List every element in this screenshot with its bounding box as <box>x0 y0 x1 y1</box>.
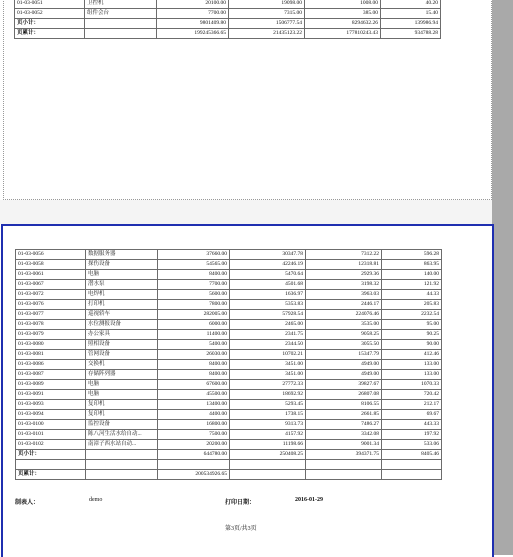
spacer-cell <box>158 460 230 470</box>
table-row <box>16 350 442 360</box>
asset-code-cell: 01-03-0078 <box>16 320 86 330</box>
net-value-cell: 15347.79 <box>306 350 382 360</box>
net-value-cell: 39827.67 <box>306 380 382 390</box>
asset-code-cell: 01-03-0094 <box>16 410 86 420</box>
cumulative-row <box>16 470 442 480</box>
cumulative-original-value: 199245366.65 <box>157 29 229 39</box>
subtotal-row <box>15 19 441 29</box>
net-value-cell: 224076.46 <box>306 310 382 320</box>
monthly-depreciation-cell: 443.33 <box>382 420 442 430</box>
monthly-depreciation-cell: 596.28 <box>382 250 442 260</box>
accumulated-depreciation-cell: 7315.00 <box>229 9 305 19</box>
accumulated-depreciation-cell: 5470.64 <box>230 270 306 280</box>
asset-code-cell: 01-03-0067 <box>16 280 86 290</box>
cumulative-net-value: 177810243.43 <box>305 29 381 39</box>
spacer-cell <box>382 460 442 470</box>
monthly-depreciation-cell: 2232.54 <box>382 310 442 320</box>
accumulated-depreciation-cell: 9313.73 <box>230 420 306 430</box>
monthly-depreciation-cell: 197.92 <box>382 430 442 440</box>
original-value-cell: 6000.00 <box>158 320 230 330</box>
asset-name-cell: 组件会台 <box>85 9 157 19</box>
cumulative-monthly-depreciation: 934788.28 <box>381 29 441 39</box>
accumulated-depreciation-cell: 3451.00 <box>230 370 306 380</box>
accumulated-depreciation-cell: 4501.68 <box>230 280 306 290</box>
table-row <box>16 290 442 300</box>
asset-name-cell: 复印机 <box>86 400 158 410</box>
original-value-cell: 4400.00 <box>158 410 230 420</box>
accumulated-depreciation-cell: 18692.92 <box>230 390 306 400</box>
table-row <box>16 410 442 420</box>
asset-name-cell: 电焊机 <box>86 290 158 300</box>
monthly-depreciation-cell: 133.00 <box>382 370 442 380</box>
asset-name-cell: 复印机 <box>86 410 158 420</box>
cumulative-monthly-depreciation <box>382 470 442 480</box>
asset-name-cell: 数据服务器 <box>86 250 158 260</box>
asset-name-cell: 打印机 <box>86 300 158 310</box>
original-value-cell: 45500.00 <box>158 390 230 400</box>
monthly-depreciation-cell: 212.17 <box>382 400 442 410</box>
asset-code-cell: 01-03-0056 <box>16 250 86 260</box>
asset-code-cell: 01-03-0089 <box>16 380 86 390</box>
cumulative-row <box>15 29 441 39</box>
table-row <box>16 300 442 310</box>
net-value-cell: 3963.03 <box>306 290 382 300</box>
net-value-cell: 8106.55 <box>306 400 382 410</box>
asset-code-cell: 01-03-0051 <box>15 0 85 9</box>
original-value-cell: 5600.00 <box>158 290 230 300</box>
asset-code-cell: 01-03-0100 <box>16 420 86 430</box>
table-row <box>15 9 441 19</box>
net-value-cell: 385.00 <box>305 9 381 19</box>
net-value-cell: 9001.34 <box>306 440 382 450</box>
asset-code-cell: 01-03-0072 <box>16 290 86 300</box>
monthly-depreciation-cell: 90.00 <box>382 340 442 350</box>
net-value-cell: 7486.27 <box>306 420 382 430</box>
table-row <box>16 370 442 380</box>
net-value-cell: 26807.08 <box>306 390 382 400</box>
net-value-cell: 2661.85 <box>306 410 382 420</box>
accumulated-depreciation-cell: 30347.78 <box>230 250 306 260</box>
table-row <box>16 360 442 370</box>
asset-name-cell: 交换机 <box>86 360 158 370</box>
table-row <box>15 0 441 9</box>
accumulated-depreciation-cell: 5293.45 <box>230 400 306 410</box>
monthly-depreciation-cell: 205.83 <box>382 300 442 310</box>
original-value-cell: 7800.00 <box>158 300 230 310</box>
monthly-depreciation-cell: 90.25 <box>382 330 442 340</box>
asset-code-cell: 01-03-0091 <box>16 390 86 400</box>
subtotal-accumulated-depreciation: 1506777.54 <box>229 19 305 29</box>
subtotal-original-value: 644780.00 <box>158 450 230 460</box>
asset-name-cell: 水位测报设备 <box>86 320 158 330</box>
monthly-depreciation-cell: 1070.33 <box>382 380 442 390</box>
asset-code-cell: 01-03-0077 <box>16 310 86 320</box>
asset-code-cell: 01-03-0093 <box>16 400 86 410</box>
accumulated-depreciation-cell: 2341.75 <box>230 330 306 340</box>
monthly-depreciation-cell: 720.42 <box>382 390 442 400</box>
monthly-depreciation-cell: 15.40 <box>381 9 441 19</box>
monthly-depreciation-cell: 69.67 <box>382 410 442 420</box>
accumulated-depreciation-cell: 2344.50 <box>230 340 306 350</box>
asset-code-cell: 01-03-0087 <box>16 370 86 380</box>
spacer-cell <box>16 460 86 470</box>
spacer-cell <box>306 460 382 470</box>
net-value-cell: 3342.08 <box>306 430 382 440</box>
monthly-depreciation-cell: 863.95 <box>382 260 442 270</box>
asset-code-cell: 01-03-0052 <box>15 9 85 19</box>
subtotal-monthly-depreciation: 139986.94 <box>381 19 441 29</box>
asset-name-cell: 巡视轿车 <box>86 310 158 320</box>
print-date-label: 打印日期： <box>225 500 256 506</box>
original-value-cell: 13400.00 <box>158 400 230 410</box>
monthly-depreciation-cell: 533.06 <box>382 440 442 450</box>
accumulated-depreciation-cell: 5353.83 <box>230 300 306 310</box>
cumulative-original-value: 200534926.65 <box>158 470 230 480</box>
net-value-cell: 2446.17 <box>306 300 382 310</box>
subtotal-net-value: 394371.75 <box>306 450 382 460</box>
asset-name-cell: 卫控机 <box>85 0 157 9</box>
asset-name-cell: 电脑 <box>86 270 158 280</box>
monthly-depreciation-cell: 121.92 <box>382 280 442 290</box>
page-gap <box>0 200 492 224</box>
table-row <box>16 380 442 390</box>
asset-name-cell: 南漳子西水站自动... <box>86 440 158 450</box>
original-value-cell: 26030.00 <box>158 350 230 360</box>
empty-cell <box>85 19 157 29</box>
asset-name-cell: 照相设备 <box>86 340 158 350</box>
table-row <box>16 270 442 280</box>
original-value-cell: 20100.00 <box>157 0 229 9</box>
original-value-cell: 67600.00 <box>158 380 230 390</box>
asset-name-cell: 管网设备 <box>86 350 158 360</box>
original-value-cell: 7700.00 <box>158 280 230 290</box>
table-row <box>16 330 442 340</box>
spacer-cell <box>86 460 158 470</box>
asset-name-cell: 存储阵列器 <box>86 370 158 380</box>
table-row <box>16 400 442 410</box>
accumulated-depreciation-cell: 27772.33 <box>230 380 306 390</box>
accumulated-depreciation-cell: 57928.54 <box>230 310 306 320</box>
original-value-cell: 37660.00 <box>158 250 230 260</box>
accumulated-depreciation-cell: 42246.19 <box>230 260 306 270</box>
print-date-value: 2016-01-29 <box>295 497 323 503</box>
net-value-cell: 7312.22 <box>306 250 382 260</box>
asset-code-cell: 01-03-0080 <box>16 340 86 350</box>
table-row <box>16 420 442 430</box>
asset-code-cell: 01-03-0081 <box>16 350 86 360</box>
ledger-table-page-3 <box>15 249 442 480</box>
cumulative-accumulated-depreciation: 21435123.22 <box>229 29 305 39</box>
asset-name-cell: 办公家具 <box>86 330 158 340</box>
empty-cell <box>85 29 157 39</box>
asset-name-cell: 电脑 <box>86 380 158 390</box>
cumulative-label-cell: 页累计： <box>15 29 85 39</box>
original-value-cell: 8400.00 <box>158 360 230 370</box>
accumulated-depreciation-cell: 10702.21 <box>230 350 306 360</box>
cumulative-label-cell: 页累计： <box>16 470 86 480</box>
monthly-depreciation-cell: 133.00 <box>382 360 442 370</box>
accumulated-depreciation-cell: 1636.97 <box>230 290 306 300</box>
table-row <box>16 340 442 350</box>
maker-value: demo <box>89 497 103 503</box>
accumulated-depreciation-cell: 1738.15 <box>230 410 306 420</box>
net-value-cell: 1008.00 <box>305 0 381 9</box>
table-row <box>16 320 442 330</box>
original-value-cell: 7700.00 <box>157 9 229 19</box>
subtotal-label-cell: 页小计： <box>15 19 85 29</box>
table-row <box>16 440 442 450</box>
subtotal-original-value: 9801409.80 <box>157 19 229 29</box>
accumulated-depreciation-cell: 19098.00 <box>229 0 305 9</box>
page-indicator: 第3页/共3页 <box>225 526 257 532</box>
subtotal-row <box>16 450 442 460</box>
accumulated-depreciation-cell: 3451.00 <box>230 360 306 370</box>
asset-code-cell: 01-03-0086 <box>16 360 86 370</box>
cumulative-net-value <box>306 470 382 480</box>
spacer-row <box>16 460 442 470</box>
table-row <box>16 280 442 290</box>
original-value-cell: 11400.00 <box>158 330 230 340</box>
monthly-depreciation-cell: 95.00 <box>382 320 442 330</box>
asset-name-cell: 探伤设备 <box>86 260 158 270</box>
asset-name-cell: 潜水泵 <box>86 280 158 290</box>
monthly-depreciation-cell: 140.00 <box>382 270 442 280</box>
asset-name-cell: 监控设备 <box>86 420 158 430</box>
maker-label: 制表人： <box>15 500 40 506</box>
net-value-cell: 4949.00 <box>306 370 382 380</box>
subtotal-net-value: 8294632.26 <box>305 19 381 29</box>
asset-code-cell: 01-03-0102 <box>16 440 86 450</box>
original-value-cell: 8400.00 <box>158 270 230 280</box>
asset-code-cell: 01-03-0061 <box>16 270 86 280</box>
asset-code-cell: 01-03-0058 <box>16 260 86 270</box>
net-value-cell: 4949.00 <box>306 360 382 370</box>
original-value-cell: 282005.00 <box>158 310 230 320</box>
original-value-cell: 7500.00 <box>158 430 230 440</box>
subtotal-label-cell: 页小计： <box>16 450 86 460</box>
original-value-cell: 20200.00 <box>158 440 230 450</box>
original-value-cell: 16800.00 <box>158 420 230 430</box>
net-value-cell: 12318.81 <box>306 260 382 270</box>
accumulated-depreciation-cell: 4157.92 <box>230 430 306 440</box>
accumulated-depreciation-cell: 2465.00 <box>230 320 306 330</box>
table-row <box>16 390 442 400</box>
empty-cell <box>86 450 158 460</box>
empty-cell <box>86 470 158 480</box>
asset-code-cell: 01-03-0079 <box>16 330 86 340</box>
accumulated-depreciation-cell: 11198.66 <box>230 440 306 450</box>
cumulative-accumulated-depreciation <box>230 470 306 480</box>
asset-code-cell: 01-03-0101 <box>16 430 86 440</box>
original-value-cell: 54565.00 <box>158 260 230 270</box>
report-page-3[interactable] <box>1 224 494 557</box>
net-value-cell: 3535.00 <box>306 320 382 330</box>
vertical-scrollbar[interactable] <box>492 0 513 555</box>
net-value-cell: 3198.32 <box>306 280 382 290</box>
asset-name-cell: 陈八河生活水给自动... <box>86 430 158 440</box>
table-row <box>16 250 442 260</box>
monthly-depreciation-cell: 412.46 <box>382 350 442 360</box>
asset-name-cell: 电脑 <box>86 390 158 400</box>
subtotal-monthly-depreciation: 8405.46 <box>382 450 442 460</box>
original-value-cell: 5400.00 <box>158 340 230 350</box>
original-value-cell: 8400.00 <box>158 370 230 380</box>
monthly-depreciation-cell: 40.20 <box>381 0 441 9</box>
net-value-cell: 2929.36 <box>306 270 382 280</box>
ledger-table-page-1 <box>14 0 441 39</box>
asset-code-cell: 01-03-0076 <box>16 300 86 310</box>
spacer-cell <box>230 460 306 470</box>
net-value-cell: 3055.50 <box>306 340 382 350</box>
monthly-depreciation-cell: 44.33 <box>382 290 442 300</box>
table-row <box>16 430 442 440</box>
subtotal-accumulated-depreciation: 250408.25 <box>230 450 306 460</box>
table-row <box>16 310 442 320</box>
net-value-cell: 9058.25 <box>306 330 382 340</box>
report-page-1 <box>3 0 492 200</box>
table-row <box>16 260 442 270</box>
